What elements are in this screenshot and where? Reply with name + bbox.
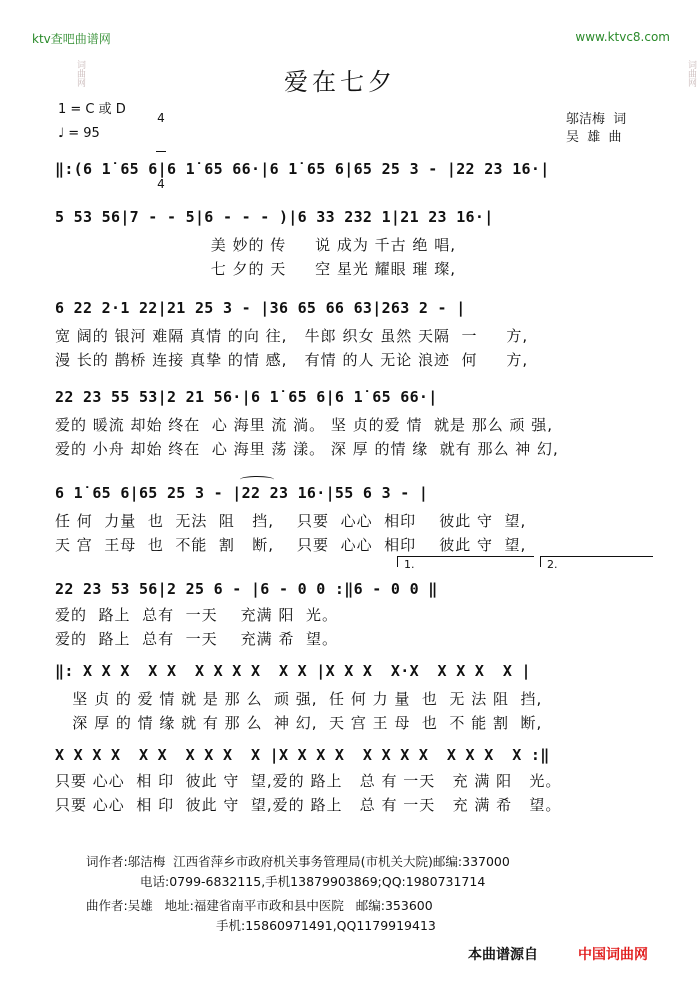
source-label: 本曲谱源自	[468, 947, 538, 963]
time-sig-bottom: 4	[157, 177, 165, 191]
score-line-6-lyrics-1: 爱的 路上 总有 一天 充满 阳 光。	[55, 606, 338, 624]
watermark-right: 词曲网	[686, 60, 696, 87]
score-line-3-notes: 6 22 2·1 22|21 25 3 - |36 65 66 63|263 2 - |	[55, 299, 466, 317]
score-line-8-rhythm: X X X X X X X X X X |X X X X X X X X X X X X :‖	[55, 746, 550, 764]
score-line-2-lyrics-1: 美 妙的 传 说 成为 千古 绝 唱,	[55, 236, 456, 254]
watermark-left: 词曲网	[75, 60, 85, 87]
composer-credit: 吴 雄 曲	[566, 130, 622, 145]
score-line-3-lyrics-2: 漫 长的 鹊桥 连接 真挚 的情 感, 有情 的人 无论 浪迹 何 方,	[55, 351, 529, 369]
score-line-5-lyrics-2: 天 宫 王母 也 不能 割 断, 只要 心心 相印 彼此 守 望,	[55, 536, 527, 554]
score-line-7-rhythm: ‖: X X X X X X X X X X X |X X X X·X X X X X |	[55, 662, 531, 680]
time-sig-top: 4	[157, 111, 165, 125]
tempo-mark: ♩ = 95	[58, 126, 100, 141]
score-line-7-lyrics-1: 坚 贞 的 爱 情 就 是 那 么 顽 强, 任 何 力 量 也 无 法 阻 挡,	[55, 690, 543, 708]
score-line-2-notes: 5 53 56|7 - - 5|6 - - - )|6 33 232 1|21 23 16·|	[55, 208, 494, 226]
score-line-4-lyrics-2: 爱的 小舟 却始 终在 心 海里 荡 漾。 深 厚 的情 缘 就有 那么 神 幻,	[55, 440, 559, 458]
score-line-8-lyrics-2: 只要 心心 相 印 彼此 守 望,爱的 路上 总 有 一天 充 满 希 望。	[55, 796, 562, 814]
score-line-7-lyrics-2: 深 厚 的 情 缘 就 有 那 么 神 幻, 天 宫 王 母 也 不 能 割 断,	[55, 714, 543, 732]
score-line-3-lyrics-1: 宽 阔的 银河 难隔 真情 的向 往, 牛郎 织女 虽然 天隔 一 方,	[55, 327, 529, 345]
score-line-6-lyrics-2: 爱的 路上 总有 一天 充满 希 望。	[55, 630, 338, 648]
key-signature: 1 = C 或 D	[58, 102, 126, 117]
volta-first-label: 1.	[404, 558, 415, 571]
time-signature	[156, 86, 166, 204]
volta-second-label: 2.	[547, 558, 558, 571]
score-line-4-lyrics-1: 爱的 暖流 却始 终在 心 海里 流 淌。 坚 贞的爱 情 就是 那么 顽 强,	[55, 416, 554, 434]
score-line-1-notes: ‖:(6 1̇ 65 6|6 1̇ 65 66·|6 1̇ 65 6|65 25 3 - |22 23 16·|	[55, 160, 550, 178]
score-line-5-lyrics-1: 任 何 力量 也 无法 阻 挡, 只要 心心 相印 彼此 守 望,	[55, 512, 527, 530]
tie-mark	[240, 476, 274, 483]
score-line-5-notes: 6 1̇ 65 6|65 25 3 - |22 23 16·|55 6 3 - |	[55, 484, 429, 502]
source-site[interactable]: 中国词曲网	[578, 947, 648, 963]
composer-contact-line-2: 手机:15860971491,QQ1179919413	[216, 918, 436, 933]
score-line-8-lyrics-1: 只要 心心 相 印 彼此 守 望,爱的 路上 总 有 一天 充 满 阳 光。	[55, 772, 562, 790]
song-title: 爱在七夕	[284, 68, 396, 96]
lyricist-credit: 邬洁梅 词	[566, 112, 627, 127]
lyricist-contact-line-1: 词作者:邬洁梅 江西省萍乡市政府机关事务管理局(市机关大院)邮编:337000	[86, 854, 510, 869]
site-url-right: www.ktvc8.com	[575, 30, 670, 44]
lyricist-contact-line-2: 电话:0799-6832115,手机13879903869;QQ:1980731714	[140, 874, 486, 889]
score-line-2-lyrics-2: 七 夕的 天 空 星光 耀眼 璀 璨,	[55, 260, 456, 278]
composer-contact-line-1: 曲作者:吴雄 地址:福建省南平市政和县中医院 邮编:353600	[86, 898, 433, 913]
site-name-left: ktv查吧曲谱网	[32, 32, 111, 46]
volta-first-bracket	[397, 556, 534, 567]
score-line-4-notes: 22 23 55 53|2 21 56·|6 1̇ 65 6|6 1̇ 65 66·|	[55, 388, 438, 406]
score-line-6-notes: 22 23 53 56|2 25 6 - |6 - 0 0 :‖6 - 0 0 ‖	[55, 580, 438, 598]
time-sig-line	[156, 151, 166, 152]
